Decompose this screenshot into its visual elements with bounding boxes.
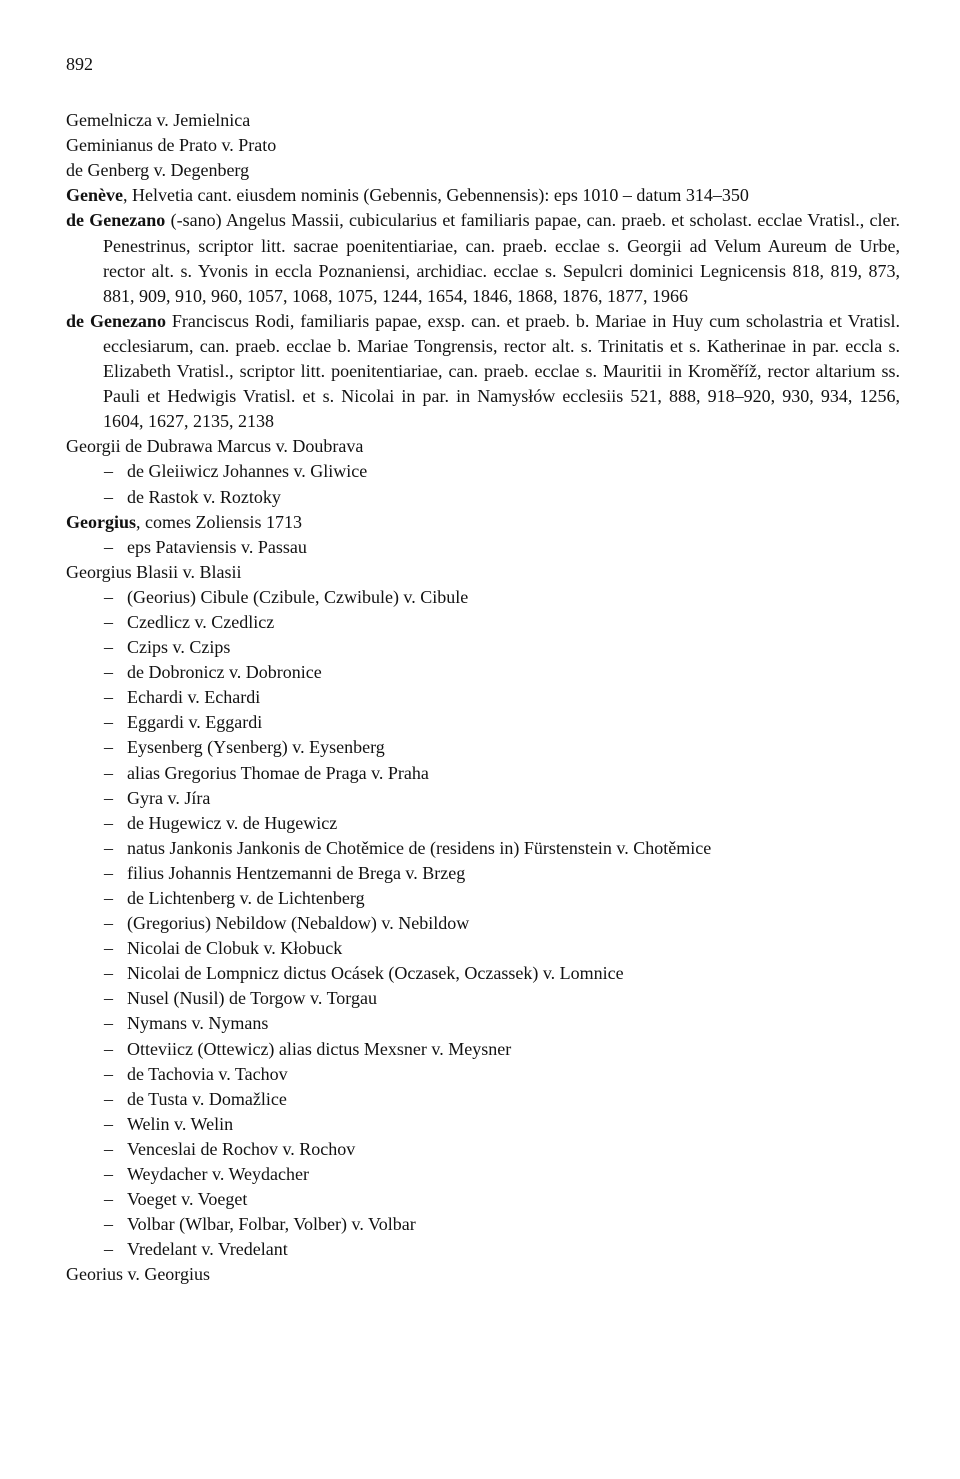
subentry: – Volbar (Wlbar, Folbar, Volber) v. Volbar	[66, 1212, 900, 1237]
index-page	[66, 52, 900, 1288]
subentry: – Otteviicz (Ottewicz) alias dictus Mexsner v. Meysner	[66, 1037, 900, 1062]
page-number: 892	[66, 54, 93, 74]
subentry: – de Hugewicz v. de Hugewicz	[66, 811, 900, 836]
entry-headword: de Genezano	[66, 310, 166, 331]
entry-headword: Genève	[66, 185, 123, 206]
subentry: – natus Jankonis Jankonis de Chotěmice de (residens in) Fürstenstein v. Chotěmice	[66, 836, 900, 861]
entry-genezano-franciscus	[66, 309, 900, 434]
entry-genezano-angelus	[66, 208, 900, 308]
subentry: – eps Pataviensis v. Passau	[66, 535, 900, 560]
subentry: – Welin v. Welin	[66, 1112, 900, 1137]
subentry: – de Tachovia v. Tachov	[66, 1062, 900, 1087]
subentry: – alias Gregorius Thomae de Praga v. Praha	[66, 761, 900, 786]
entry-headword: de Genezano	[66, 210, 166, 231]
subentry: – Nicolai de Lompnicz dictus Ocásek (Oczasek, Oczassek) v. Lomnice	[66, 961, 900, 986]
subentry: – Czips v. Czips	[66, 635, 900, 660]
subentry: – Weydacher v. Weydacher	[66, 1162, 900, 1187]
entry-headword: Georgius	[66, 511, 136, 532]
entry-text: , comes Zoliensis 1713	[136, 511, 302, 532]
subentry: – de Tusta v. Domažlice	[66, 1087, 900, 1112]
entry-georgii-dubrawa: Georgii de Dubrawa Marcus v. Doubrava	[66, 436, 364, 457]
entry-de-genberg: de Genberg v. Degenberg	[66, 160, 250, 181]
subentry: – Eysenberg (Ysenberg) v. Eysenberg	[66, 735, 900, 760]
entry-text: (-sano) Angelus Massii, cubicularius et familiaris papae, can. praeb. et scholast. ecclae Vratisl., cler. Penestrinus, scriptor litt. sacrae poenitentiariae, can. praeb. ecclae s. Georgii ad Velum Aureum de Urbe, rector alt. s. Yvonis in eccla Poznaniensi, archidiac. ecclae s. Sepulcri dominici Legnicensis 818, 819, 873, 881, 909, 910, 960, 1057, 1068, 1075, 1244, 1654, 1846, 1868, 1876, 1877, 1966	[103, 210, 900, 306]
entry-geneve	[66, 183, 900, 208]
subentry: – (Gregorius) Nebildow (Nebaldow) v. Nebildow	[66, 911, 900, 936]
subentry: – filius Johannis Hentzemanni de Brega v. Brzeg	[66, 861, 900, 886]
subentry: – Eggardi v. Eggardi	[66, 710, 900, 735]
entry-georgius-blasii: Georgius Blasii v. Blasii	[66, 561, 242, 582]
subentry: – de Dobronicz v. Dobronice	[66, 660, 900, 685]
subentry: – Echardi v. Echardi	[66, 685, 900, 710]
entry-text: , Helvetia cant. eiusdem nominis (Gebennis, Gebennensis): eps 1010 – datum 314–350	[122, 185, 749, 206]
subentry-list	[66, 535, 900, 560]
subentry: – Czedlicz v. Czedlicz	[66, 610, 900, 635]
subentry: – de Lichtenberg v. de Lichtenberg	[66, 886, 900, 911]
entry-geminianus: Geminianus de Prato v. Prato	[66, 135, 277, 156]
subentry: – de Rastok v. Roztoky	[66, 485, 900, 510]
subentry: – Voeget v. Voeget	[66, 1187, 900, 1212]
subentry: – (Georius) Cibule (Czibule, Czwibule) v. Cibule	[66, 585, 900, 610]
subentry: – Venceslai de Rochov v. Rochov	[66, 1137, 900, 1162]
subentry-list	[66, 459, 900, 509]
subentry: – Nicolai de Clobuk v. Kłobuck	[66, 936, 900, 961]
subentry: – Nusel (Nusil) de Torgow v. Torgau	[66, 986, 900, 1011]
subentry: – Nymans v. Nymans	[66, 1011, 900, 1036]
subentry-list	[66, 585, 900, 1263]
subentry: – de Gleiiwicz Johannes v. Gliwice	[66, 459, 900, 484]
entry-georius: Georius v. Georgius	[66, 1264, 210, 1285]
subentry: – Gyra v. Jíra	[66, 786, 900, 811]
subentry: – Vredelant v. Vredelant	[66, 1237, 900, 1262]
entry-georgius-comes	[66, 510, 900, 535]
entry-text: Franciscus Rodi, familiaris papae, exsp. can. et praeb. b. Mariae in Huy cum scholastria et Vratisl. ecclesiarum, can. praeb. ecclae b. Mariae Tongrensis, rector alt. s. Trinitatis et s. Katherinae in par. eccla s. Elizabeth Vratisl., scriptor litt. poenitentiariae, can. praeb. ecclae s. Mauritii in Kroměříž, rector altarium ss. Pauli et Hedwigis Vratisl. et s. Nicolai in par. in Namysłów ecclesiis 521, 888, 918–920, 930, 934, 1256, 1604, 1627, 2135, 2138	[103, 310, 900, 432]
entry-gemelnicza: Gemelnicza v. Jemielnica	[66, 110, 251, 131]
